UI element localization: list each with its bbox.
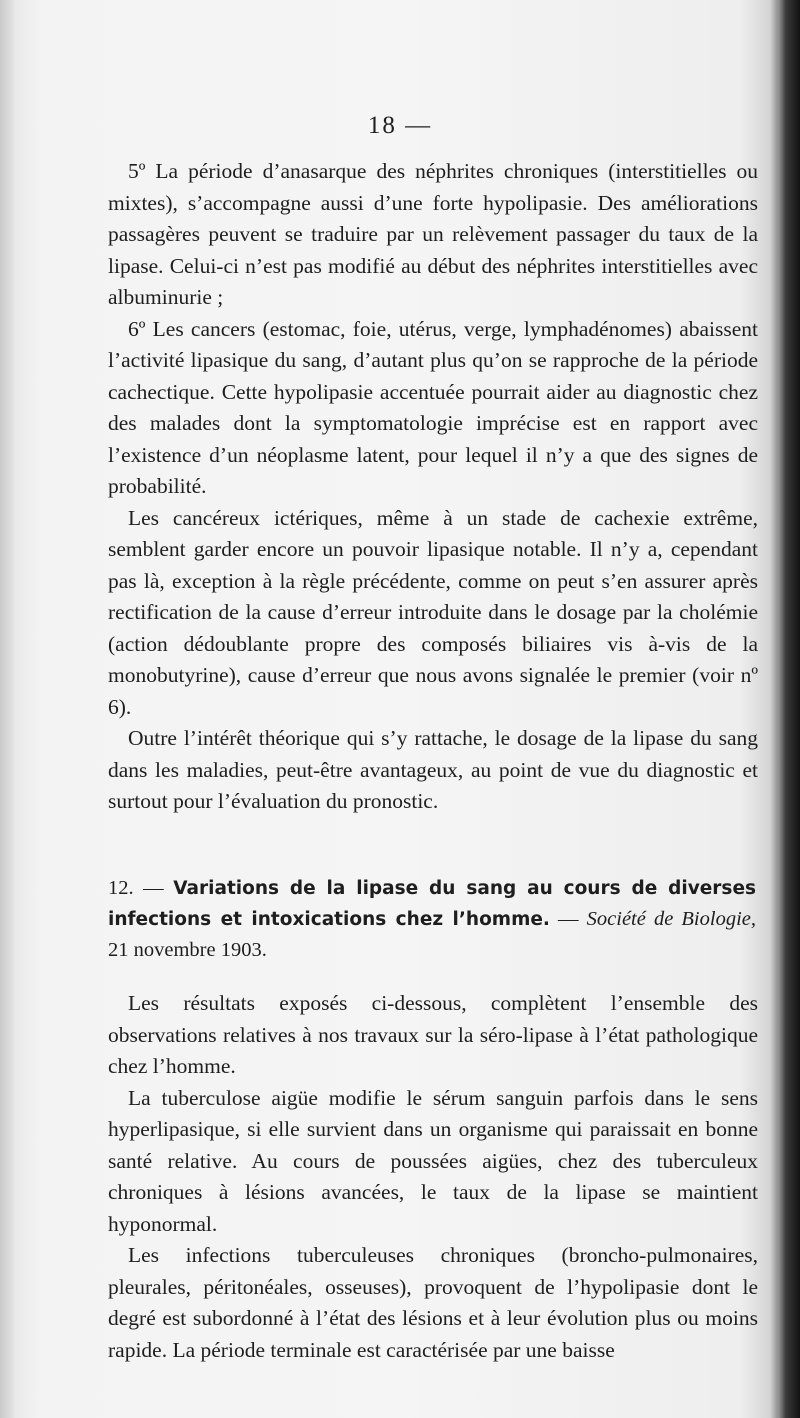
page-number: 18 — — [367, 112, 433, 139]
paragraph-cancers: 6º Les cancers (estomac, foie, utérus, verge, lymphadénomes) abaissent l’activité lipasique du sang, d’autant plus qu’on se rapproche de la période cachectique. Cette hypolipasie accentuée pourrait aider au diagnostic chez des malades dont la symptomatologie imprécise est en rapport avec l’existence d’un néoplasme latent, pour lequel il n’y a que des signes de probabilité. — [108, 316, 758, 498]
paragraph-tuberculose-aigue: La tuberculose aigüe modifie le sérum sanguin parfois dans le sens hyperlipasique, si elle survient dans un organisme qui paraissait en bonne santé relative. Au cours de poussées aigües, chez des tuberculeux chroniques à lésions avancées, le taux de la lipase se maintient hyponormal. — [108, 1085, 758, 1236]
paragraph-infections-chroniques: Les infections tuberculeuses chroniques (broncho-pulmonaires, pleurales, péritonéales, osseuses), provoquent de l’hypolipasie dont le degré est subordonné à l’état des lésions et à leur évolution plus ou moins rapide. La période terminale est caractérisée par une baisse — [108, 1243, 758, 1362]
bottom-text-block — [108, 988, 758, 1366]
section-number: 12. — — [108, 877, 164, 899]
section-title: Variations de la lipase du sang au cours de diverses infections et intoxications chez l’homme. — [108, 878, 756, 930]
paragraph-anasarque: 5º La période d’anasarque des néphrites chroniques (interstitielles ou mixtes), s’accompagne aussi d’une forte hypolipasie. Des améliorations passagères peuvent se traduire par un relèvement passager du taux de la lipase. Celui-ci n’est pas modifié au début des néphrites interstitielles avec albuminurie ; — [108, 159, 758, 309]
section-date: 21 novembre 1903. — [108, 939, 267, 961]
paragraph-cancereux-icteriques: Les cancéreux ictériques, même à un stade de cachexie extrême, semblent garder encore un pouvoir lipasique notable. Il n’y a, cependant pas là, exception à la règle précédente, comme on peut s’en assurer après rectification de la cause d’erreur introduite dans le dosage par la cholémie (action dédoublante propre des composés biliaires vis à-vis de la monobutyrine), cause d’erreur que nous avons signalée le premier (voir nº 6). — [108, 505, 758, 719]
section-heading — [108, 873, 756, 966]
page-left-edge — [0, 0, 14, 1418]
section-dash: — — [558, 908, 579, 930]
book-binding-shadow — [778, 0, 800, 1418]
top-text-block — [108, 156, 758, 818]
paragraph-interet-theorique: Outre l’intérêt théorique qui s’y rattache, le dosage de la lipase du sang dans les maladies, peut-être avantageux, au point de vue du diagnostic et surtout pour l’évaluation du pronostic. — [108, 726, 758, 813]
section-source: Société de Biologie, — [586, 908, 756, 930]
paragraph-resultats: Les résultats exposés ci-dessous, complètent l’ensemble des observations relatives à nos travaux sur la séro-lipase à l’état pathologique chez l’homme. — [108, 991, 758, 1078]
